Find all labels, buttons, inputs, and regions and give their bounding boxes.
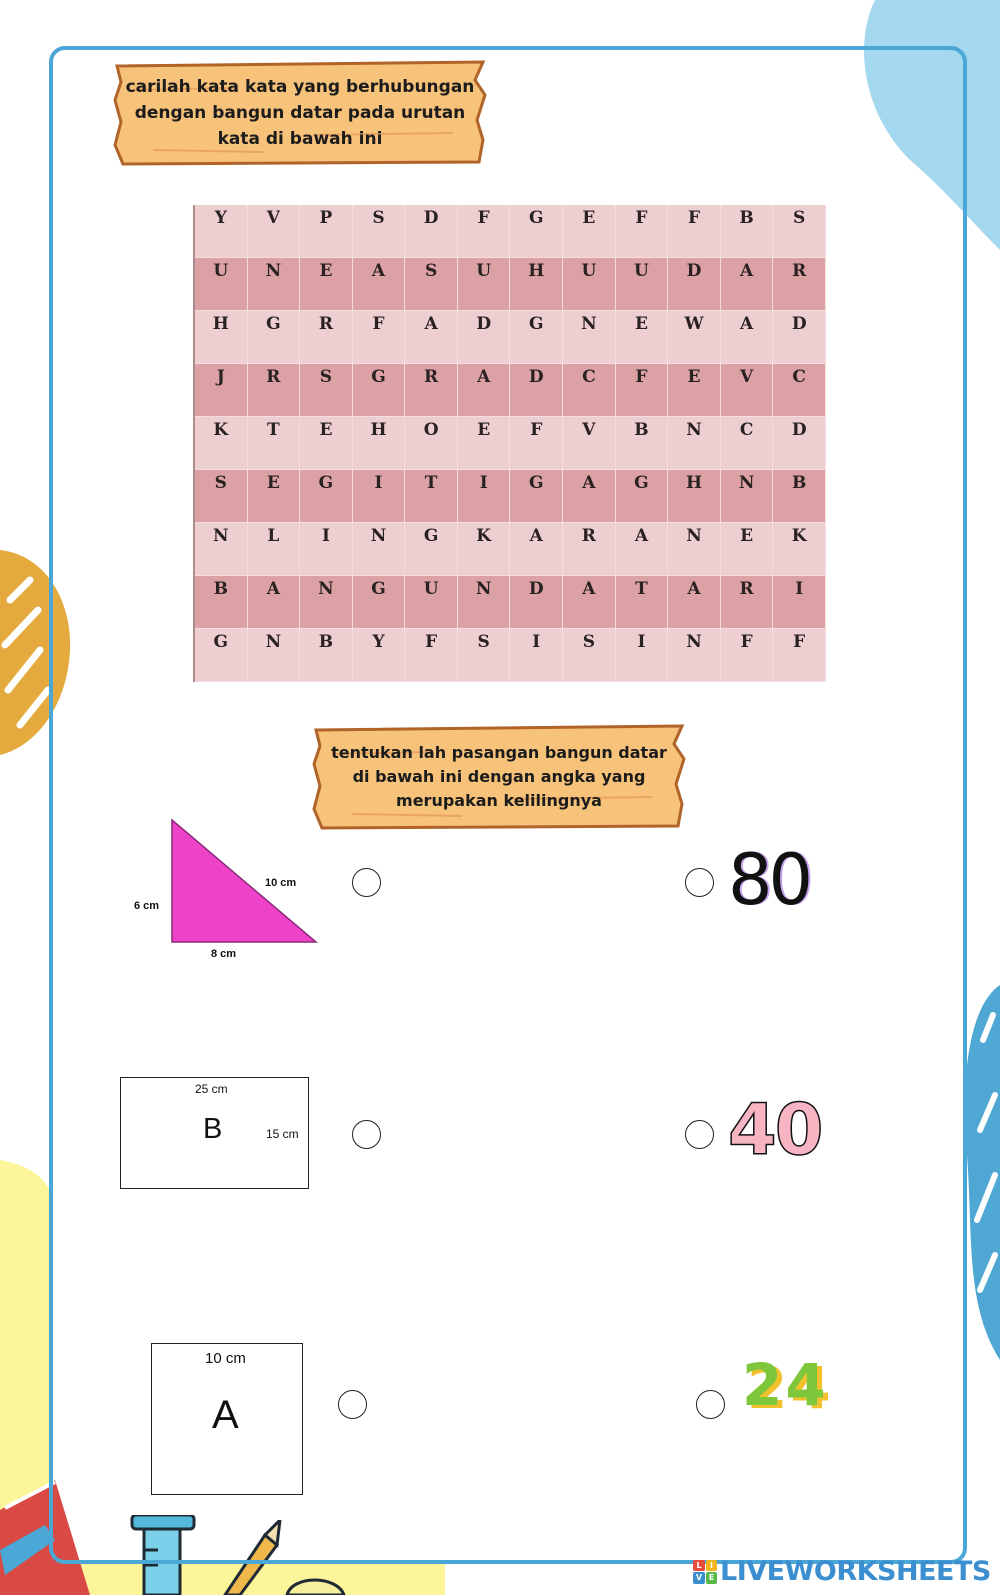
grid-cell[interactable]: P xyxy=(300,205,353,258)
grid-cell[interactable]: N xyxy=(248,258,301,311)
grid-cell[interactable]: G xyxy=(300,470,353,523)
grid-cell[interactable]: W xyxy=(668,311,721,364)
grid-cell[interactable]: T xyxy=(405,470,458,523)
grid-cell[interactable]: B xyxy=(721,205,774,258)
grid-cell[interactable]: T xyxy=(616,576,669,629)
grid-cell[interactable]: U xyxy=(616,258,669,311)
grid-cell[interactable]: J xyxy=(195,364,248,417)
instruction-plank-1 xyxy=(113,60,487,166)
match-dot-answer-24[interactable] xyxy=(696,1390,725,1419)
grid-cell[interactable]: G xyxy=(616,470,669,523)
grid-cell[interactable]: F xyxy=(668,205,721,258)
grid-cell[interactable]: B xyxy=(773,470,826,523)
grid-cell[interactable]: A xyxy=(353,258,406,311)
answer-80-text: 80 xyxy=(728,839,810,921)
answer-24-text: 24 xyxy=(742,1351,829,1419)
match-dot-triangle[interactable] xyxy=(352,868,381,897)
match-dot-rectangle[interactable] xyxy=(352,1120,381,1149)
grid-cell[interactable]: A xyxy=(510,523,563,576)
grid-cell[interactable]: E xyxy=(563,205,616,258)
triangle-bottom-label: 8 cm xyxy=(211,948,237,960)
grid-cell[interactable]: B xyxy=(195,576,248,629)
grid-cell[interactable]: U xyxy=(195,258,248,311)
grid-cell[interactable]: S xyxy=(405,258,458,311)
grid-cell[interactable]: F xyxy=(458,205,511,258)
grid-cell[interactable]: A xyxy=(458,364,511,417)
grid-cell[interactable]: C xyxy=(721,417,774,470)
grid-cell[interactable]: L xyxy=(248,523,301,576)
grid-cell[interactable]: V xyxy=(563,417,616,470)
grid-cell[interactable]: N xyxy=(300,576,353,629)
grid-cell[interactable]: F xyxy=(616,205,669,258)
grid-cell[interactable]: F xyxy=(405,629,458,682)
grid-cell[interactable]: U xyxy=(458,258,511,311)
grid-cell[interactable]: D xyxy=(773,311,826,364)
grid-cell[interactable]: N xyxy=(353,523,406,576)
grid-cell[interactable]: N xyxy=(248,629,301,682)
grid-cell[interactable]: E xyxy=(300,258,353,311)
grid-cell[interactable]: E xyxy=(458,417,511,470)
triangle-hyp-label: 10 cm xyxy=(265,877,297,889)
grid-cell[interactable]: N xyxy=(563,311,616,364)
liveworksheets-brand[interactable] xyxy=(693,1556,991,1587)
grid-cell[interactable]: F xyxy=(510,417,563,470)
grid-cell[interactable]: D xyxy=(773,417,826,470)
grid-cell[interactable]: E xyxy=(616,311,669,364)
grid-cell[interactable]: K xyxy=(458,523,511,576)
grid-cell[interactable]: A xyxy=(668,576,721,629)
grid-cell[interactable]: G xyxy=(248,311,301,364)
grid-cell[interactable]: D xyxy=(405,205,458,258)
grid-cell[interactable]: N xyxy=(668,523,721,576)
grid-cell[interactable]: E xyxy=(721,523,774,576)
triangle-left-label: 6 cm xyxy=(134,900,160,912)
grid-cell[interactable]: A xyxy=(616,523,669,576)
grid-cell[interactable]: G xyxy=(353,576,406,629)
grid-cell[interactable]: A xyxy=(248,576,301,629)
brand-logo-icon: L I V E xyxy=(693,1560,717,1584)
word-search-grid xyxy=(193,205,826,682)
grid-cell[interactable]: I xyxy=(353,470,406,523)
grid-cell[interactable]: A xyxy=(563,470,616,523)
grid-cell[interactable]: O xyxy=(405,417,458,470)
grid-cell[interactable]: G xyxy=(195,629,248,682)
grid-cell[interactable]: T xyxy=(248,417,301,470)
grid-cell[interactable]: I xyxy=(458,470,511,523)
grid-cell[interactable]: G xyxy=(510,470,563,523)
grid-cell[interactable]: S xyxy=(563,629,616,682)
match-dot-answer-80[interactable] xyxy=(685,868,714,897)
grid-cell[interactable]: E xyxy=(300,417,353,470)
grid-cell[interactable]: D xyxy=(458,311,511,364)
match-dot-square[interactable] xyxy=(338,1390,367,1419)
grid-cell[interactable]: U xyxy=(563,258,616,311)
grid-cell[interactable]: H xyxy=(353,417,406,470)
grid-cell[interactable]: E xyxy=(668,364,721,417)
instruction-text-1: carilah kata kata yang berhubungan dengan bangun datar pada urutan kata di bawah ini xyxy=(125,77,475,149)
bottom-shape-illustration xyxy=(282,1575,347,1595)
grid-cell[interactable]: H xyxy=(195,311,248,364)
grid-cell[interactable]: N xyxy=(721,470,774,523)
grid-cell[interactable]: S xyxy=(353,205,406,258)
instruction-text-2: tentukan lah pasangan bangun datar di bawah ini dengan angka yang merupakan kelilingnya xyxy=(331,743,667,810)
grid-cell[interactable]: R xyxy=(405,364,458,417)
grid-cell[interactable]: I xyxy=(616,629,669,682)
grid-cell[interactable]: G xyxy=(510,311,563,364)
grid-cell[interactable]: A xyxy=(721,311,774,364)
grid-cell[interactable]: U xyxy=(405,576,458,629)
grid-cell[interactable]: D xyxy=(510,364,563,417)
answer-number-24 xyxy=(742,1351,852,1426)
brand-text: LIVEWORKSHEETS xyxy=(720,1556,991,1587)
grid-cell[interactable]: S xyxy=(300,364,353,417)
grid-cell[interactable]: Y xyxy=(353,629,406,682)
grid-cell[interactable]: C xyxy=(773,364,826,417)
grid-cell[interactable]: A xyxy=(721,258,774,311)
grid-cell[interactable]: R xyxy=(248,364,301,417)
match-dot-answer-40[interactable] xyxy=(685,1120,714,1149)
square-top-label: 10 cm xyxy=(205,1350,246,1367)
grid-cell[interactable]: F xyxy=(616,364,669,417)
answer-number-80 xyxy=(728,839,813,921)
grid-cell[interactable]: B xyxy=(616,417,669,470)
grid-cell[interactable]: A xyxy=(405,311,458,364)
grid-cell[interactable]: H xyxy=(668,470,721,523)
grid-cell[interactable]: R xyxy=(721,576,774,629)
rectangle-right-label: 15 cm xyxy=(266,1127,299,1141)
grid-cell[interactable]: N xyxy=(458,576,511,629)
grid-cell[interactable]: E xyxy=(248,470,301,523)
grid-cell[interactable]: R xyxy=(773,258,826,311)
grid-cell[interactable]: D xyxy=(510,576,563,629)
grid-cell[interactable]: I xyxy=(510,629,563,682)
grid-cell[interactable]: N xyxy=(668,417,721,470)
grid-cell[interactable]: F xyxy=(721,629,774,682)
grid-cell[interactable]: C xyxy=(563,364,616,417)
grid-cell[interactable]: R xyxy=(563,523,616,576)
grid-cell[interactable]: F xyxy=(773,629,826,682)
grid-cell[interactable]: G xyxy=(510,205,563,258)
rectangle-top-label: 25 cm xyxy=(195,1082,228,1096)
grid-cell[interactable]: S xyxy=(195,470,248,523)
grid-cell[interactable]: G xyxy=(353,364,406,417)
grid-cell[interactable]: S xyxy=(773,205,826,258)
grid-cell[interactable]: R xyxy=(300,311,353,364)
answer-40-text: 40 xyxy=(728,1089,822,1171)
grid-cell[interactable]: K xyxy=(195,417,248,470)
grid-cell[interactable]: B xyxy=(300,629,353,682)
grid-cell[interactable]: I xyxy=(300,523,353,576)
grid-cell[interactable]: N xyxy=(195,523,248,576)
answer-number-40 xyxy=(728,1089,828,1171)
grid-cell[interactable]: Y xyxy=(195,205,248,258)
grid-cell[interactable]: H xyxy=(510,258,563,311)
instruction-plank-2 xyxy=(312,724,686,830)
grid-cell[interactable]: V xyxy=(248,205,301,258)
grid-cell[interactable]: G xyxy=(405,523,458,576)
rectangle-letter: B xyxy=(203,1113,223,1145)
grid-cell[interactable]: K xyxy=(773,523,826,576)
grid-cell[interactable]: V xyxy=(721,364,774,417)
grid-cell[interactable]: N xyxy=(668,629,721,682)
grid-cell[interactable]: I xyxy=(773,576,826,629)
grid-cell[interactable]: A xyxy=(563,576,616,629)
square-letter: A xyxy=(212,1393,239,1437)
grid-cell[interactable]: S xyxy=(458,629,511,682)
grid-cell[interactable]: D xyxy=(668,258,721,311)
grid-cell[interactable]: F xyxy=(353,311,406,364)
